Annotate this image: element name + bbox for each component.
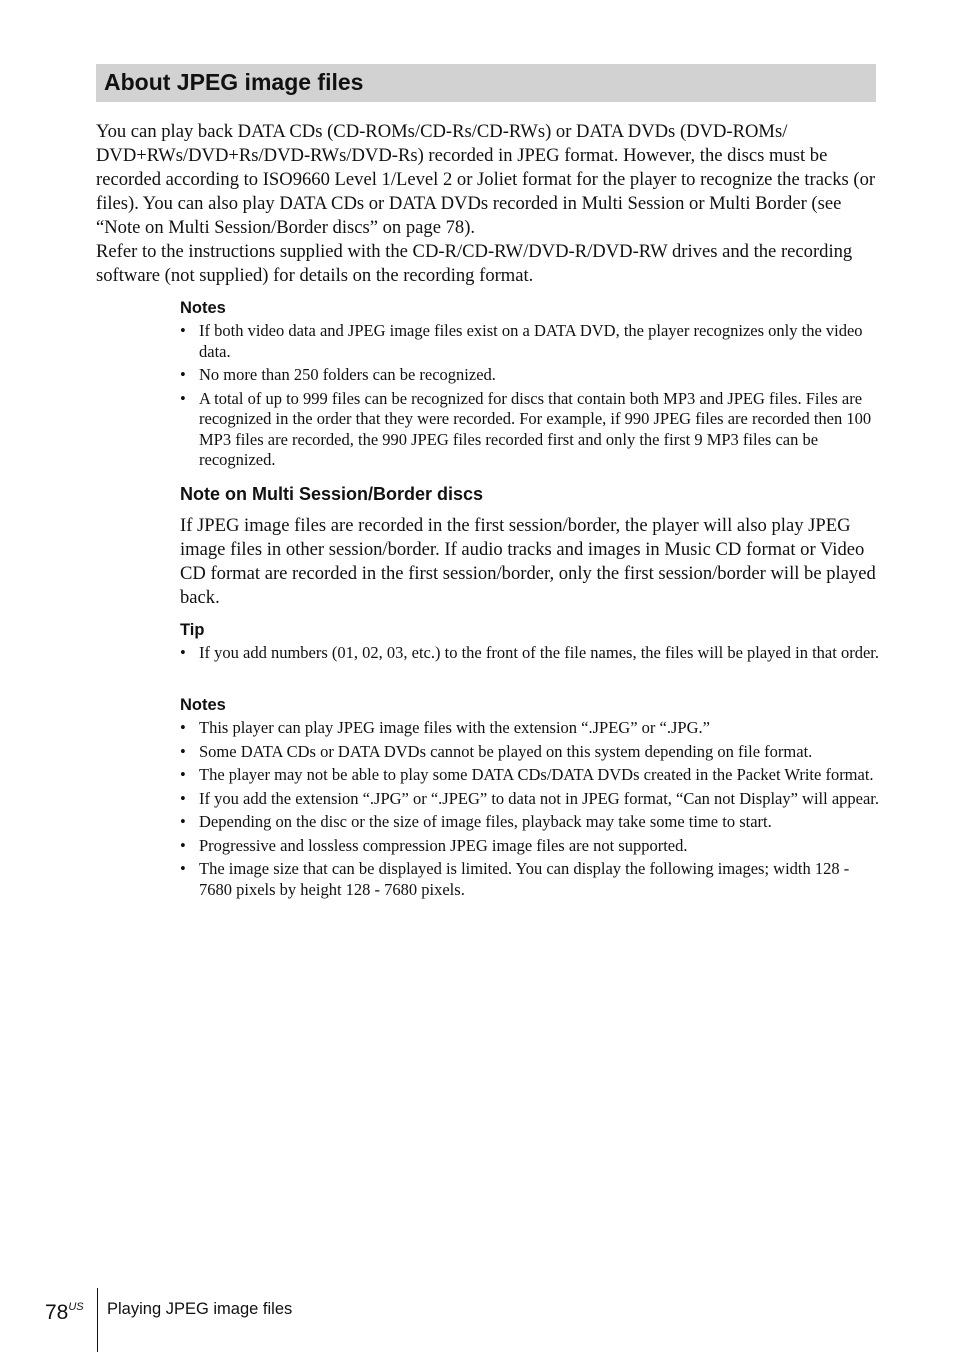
page-number-value: 78	[45, 1301, 69, 1324]
intro-text	[96, 120, 881, 288]
intro-paragraph: Refer to the instructions supplied with the CD-R/CD-RW/DVD-R/DVD-RW drives and the recording software (not supplied) for details on the recording format.	[96, 241, 853, 286]
list-item: • Progressive and lossless compression JPEG image files are not supported.	[180, 836, 880, 857]
notes-block-2	[180, 695, 880, 900]
footer-chapter-label: Playing JPEG image files	[107, 1300, 293, 1318]
section-title: About JPEG image files	[104, 69, 364, 95]
list-item: • Some DATA CDs or DATA DVDs cannot be played on this system depending on file format.	[180, 742, 880, 763]
multisession-heading: Note on Multi Session/Border discs	[180, 484, 484, 504]
list-item: • Depending on the disc or the size of image files, playback may take some time to start.	[180, 812, 880, 833]
list-item: • If you add the extension “.JPG” or “.JPEG” to data not in JPEG format, “Can not Display” will appear.	[180, 789, 880, 810]
tip-list	[180, 643, 880, 664]
tip-block	[180, 620, 880, 664]
page-number-suffix: US	[68, 1301, 84, 1313]
multisession-text: If JPEG image files are recorded in the first session/border, the player will also play JPEG image files in other session/border. If audio tracks and images in Music CD format or Video CD format are recorded in the first session/border, only the first session/border will be played back.	[180, 515, 876, 608]
list-item: • A total of up to 999 files can be recognized for discs that contain both MP3 and JPEG files. Files are recognized in the order that they were recorded. For example, if 990 JPEG files are recorded then 100 MP3 files are recorded, the 990 JPEG files recorded first and only the first 9 MP3 files can be recognized.	[180, 389, 880, 471]
list-item: • The player may not be able to play some DATA CDs/DATA DVDs created in the Packet Write format.	[180, 765, 880, 786]
notes-list	[180, 321, 880, 471]
list-item: • This player can play JPEG image files with the extension “.JPEG” or “.JPG.”	[180, 718, 880, 739]
notes-list	[180, 718, 880, 900]
list-item: • The image size that can be displayed is limited. You can display the following images; width 128 - 7680 pixels by height 128 - 7680 pixels.	[180, 859, 880, 900]
multisession-block	[180, 483, 880, 610]
page-number	[45, 1294, 84, 1326]
tip-heading: Tip	[180, 621, 205, 639]
notes-heading: Notes	[180, 299, 226, 317]
list-item: • If both video data and JPEG image files exist on a DATA DVD, the player recognizes only the video data.	[180, 321, 880, 362]
notes-heading: Notes	[180, 696, 226, 714]
intro-paragraph: You can play back DATA CDs (CD-ROMs/CD-Rs/CD-RWs) or DATA DVDs (DVD-ROMs/ DVD+RWs/DVD+Rs/DVD-RWs/DVD-Rs) recorded in JPEG format. However, the discs must be recorded according to ISO9660 Level 1/Level 2 or Joliet format for the player to recognize the tracks (or files). You can also play DATA CDs or DATA DVDs recorded in Multi Session or Multi Border (see “Note on Multi Session/Border discs” on page 78).	[96, 121, 876, 238]
notes-block-1	[180, 298, 880, 471]
section-title-bar	[96, 64, 876, 102]
list-item: • No more than 250 folders can be recognized.	[180, 365, 880, 386]
footer-divider	[97, 1288, 98, 1352]
list-item: • If you add numbers (01, 02, 03, etc.) to the front of the file names, the files will be played in that order.	[180, 643, 880, 664]
